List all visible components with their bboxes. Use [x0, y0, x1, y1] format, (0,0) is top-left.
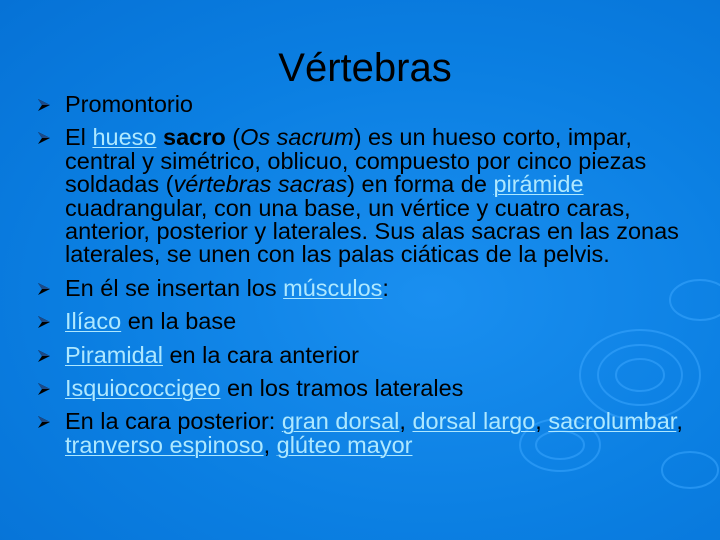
italic-text: Os sacrum	[240, 124, 354, 151]
bullet-iliaco	[0, 310, 700, 333]
bullet-text: en la cara anterior	[162, 341, 359, 368]
bullet-text: cuadrangular, con una base, un vértice y cuatro caras, anterior, posterior y laterales. Sus alas sacras en las zonas laterales, se unen con las palas ciáticas de la pelvis.	[65, 194, 679, 268]
link-hueso[interactable]: hueso	[92, 124, 157, 151]
link-piramidal[interactable]: Piramidal	[65, 341, 163, 368]
bullet-hueso-sacro	[0, 126, 700, 266]
bullet-text: ) es un hueso corto, impar, central y simétrico, oblicuo, compuesto por cinco piezas soldadas (	[65, 124, 647, 198]
slide-title: Vértebras	[278, 46, 452, 90]
arrow-bullet-icon	[36, 281, 52, 297]
bullet-text: (	[225, 124, 241, 151]
bullet-text: ,	[676, 408, 683, 435]
link-sacrolumbar[interactable]: sacrolumbar	[548, 408, 677, 435]
bullet-isquiococcigeo	[0, 377, 700, 400]
italic-text: vértebras sacras	[173, 171, 348, 198]
link-dorsal-largo[interactable]: dorsal largo	[412, 408, 536, 435]
bullet-list	[0, 93, 700, 467]
bullet-text: ) en forma de	[347, 171, 494, 198]
bullet-text: ,	[263, 431, 277, 458]
bullet-text: en la base	[121, 308, 237, 335]
bullet-text: En la cara posterior:	[65, 408, 282, 435]
bullet-text: ,	[535, 408, 549, 435]
link-gluteo-mayor[interactable]: glúteo mayor	[276, 431, 413, 458]
bullet-cara-posterior	[0, 410, 700, 457]
link-musculos[interactable]: músculos	[283, 274, 383, 301]
arrow-bullet-icon	[36, 314, 52, 330]
bullet-text: En él se insertan los	[65, 274, 284, 301]
bullet-text: :	[382, 274, 389, 301]
link-gran-dorsal[interactable]: gran dorsal	[281, 408, 400, 435]
arrow-bullet-icon	[36, 130, 52, 146]
bold-text: sacro	[163, 124, 226, 151]
bullet-text: El	[65, 124, 93, 151]
arrow-bullet-icon	[36, 414, 52, 430]
bullet-text: en los tramos laterales	[220, 375, 464, 402]
bullet-musculos	[0, 274, 700, 301]
link-tranverso-espinoso[interactable]: tranverso espinoso	[65, 431, 264, 458]
link-iliaco[interactable]: Ilíaco	[65, 308, 122, 335]
arrow-bullet-icon	[36, 97, 52, 113]
bullet-promontorio	[0, 93, 700, 116]
link-piramide[interactable]: pirámide	[493, 171, 584, 198]
bullet-text: Promontorio	[65, 91, 193, 117]
bullet-piramidal	[0, 341, 700, 368]
link-isquiococcigeo[interactable]: Isquiococcigeo	[65, 375, 221, 402]
bullet-text: ,	[399, 408, 413, 435]
arrow-bullet-icon	[36, 381, 52, 397]
arrow-bullet-icon	[36, 348, 52, 364]
